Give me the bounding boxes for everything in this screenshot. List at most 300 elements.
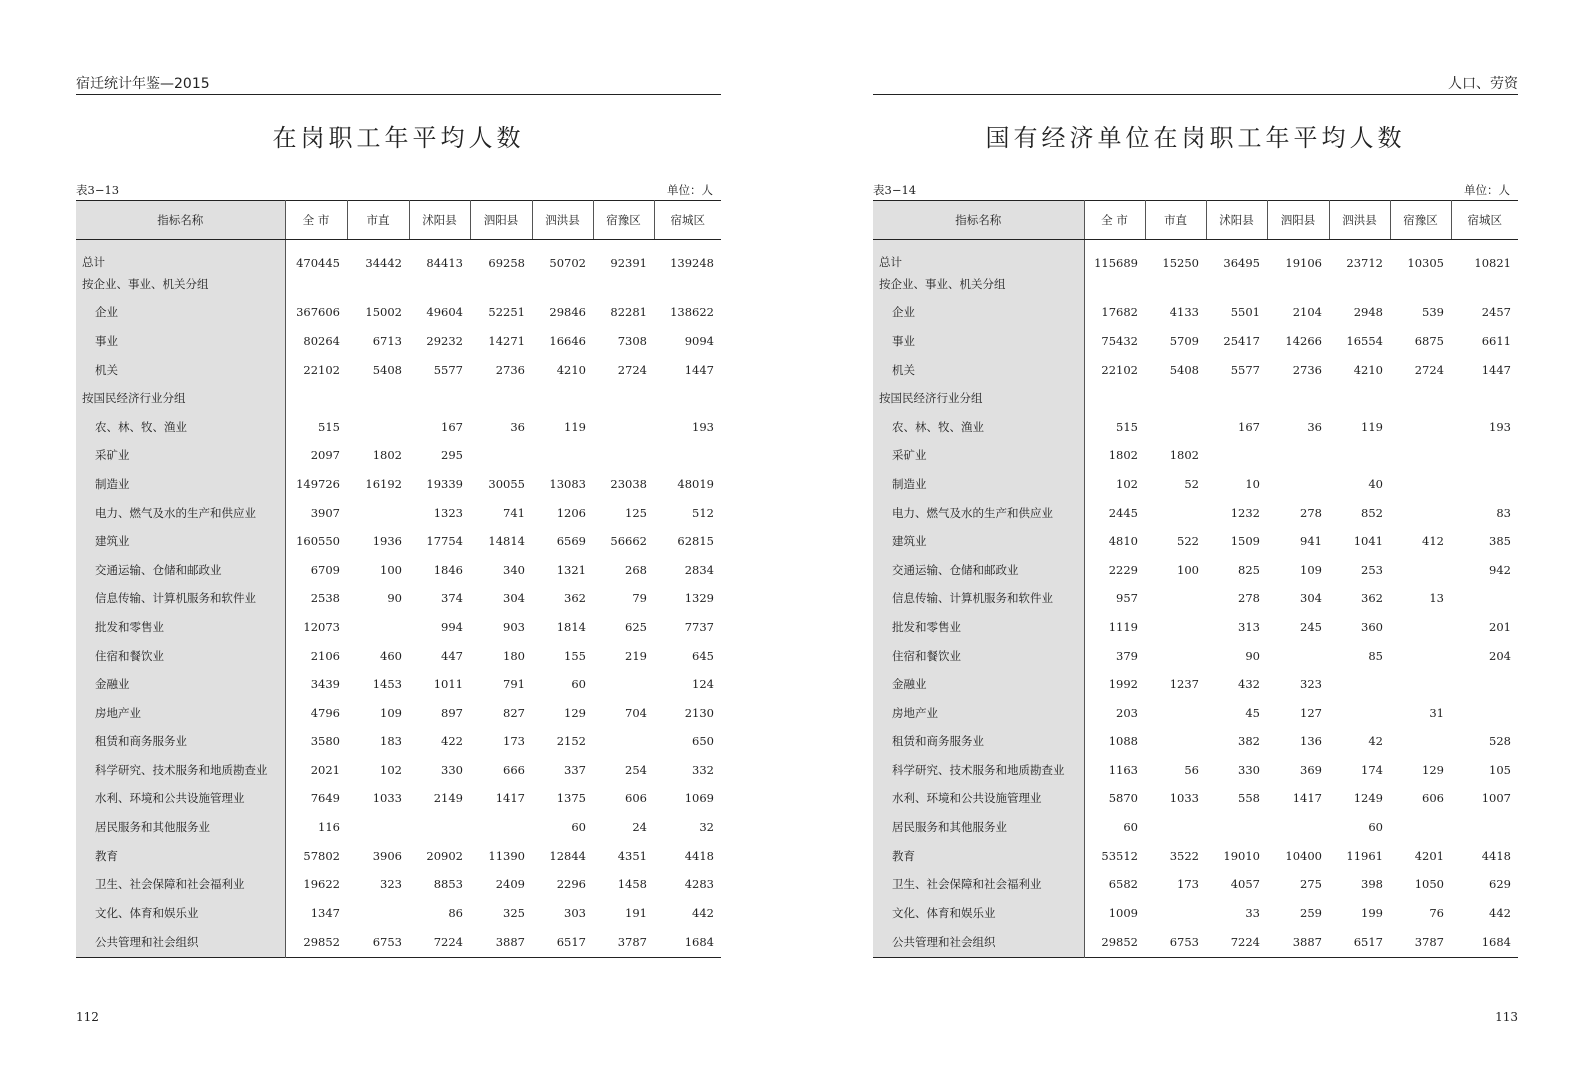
cell-value: 1992 <box>1108 677 1138 692</box>
cell-value: 6517 <box>1353 934 1383 949</box>
cell-value: 460 <box>380 648 402 663</box>
column-header: 宿城区 <box>654 201 721 240</box>
cell-value: 33 <box>1245 905 1260 920</box>
table-row <box>76 841 721 870</box>
row-label: 公共管理和社会组织 <box>76 927 285 957</box>
cell-value: 3887 <box>495 934 525 949</box>
row-label: 机关 <box>873 355 1084 384</box>
cell-value <box>593 727 654 756</box>
cell-value: 1802 <box>1108 448 1138 463</box>
cell-value: 52 <box>1184 476 1199 491</box>
cell-value: 2021 <box>310 762 340 777</box>
cell-value <box>470 813 532 842</box>
cell-value: 127 <box>1300 705 1322 720</box>
cell-value <box>532 270 593 299</box>
cell-value: 4418 <box>684 848 714 863</box>
cell-value: 53512 <box>1101 848 1138 863</box>
row-label: 农、林、牧、渔业 <box>873 412 1084 441</box>
cell-value <box>1145 498 1206 527</box>
cell-value: 10821 <box>1474 255 1511 270</box>
table-row <box>873 327 1518 356</box>
cell-value: 1802 <box>372 448 402 463</box>
cell-value: 45 <box>1245 705 1260 720</box>
row-label: 机关 <box>76 355 285 384</box>
table-body <box>873 240 1518 958</box>
table-row <box>76 813 721 842</box>
cell-value <box>1145 584 1206 613</box>
cell-value: 90 <box>1245 648 1260 663</box>
cell-value: 303 <box>564 905 586 920</box>
cell-value: 1417 <box>1292 791 1322 806</box>
cell-value: 2149 <box>433 791 463 806</box>
cell-value <box>1390 384 1451 413</box>
table-number: 表3−13 <box>76 183 120 197</box>
table-row <box>873 756 1518 785</box>
cell-value: 76 <box>1429 905 1444 920</box>
column-header: 全 市 <box>285 201 347 240</box>
table-row <box>76 927 721 957</box>
cell-value: 7224 <box>433 934 463 949</box>
cell-value <box>1267 470 1329 499</box>
cell-value <box>1329 441 1390 470</box>
cell-value <box>1451 441 1518 470</box>
cell-value: 125 <box>625 505 647 520</box>
cell-value <box>1145 613 1206 642</box>
cell-value: 3439 <box>310 677 340 692</box>
cell-value: 412 <box>1422 534 1444 549</box>
table-row <box>873 841 1518 870</box>
cell-value: 278 <box>1300 505 1322 520</box>
cell-value: 50702 <box>549 255 586 270</box>
table-row <box>76 670 721 699</box>
cell-value: 2097 <box>310 448 340 463</box>
table-row <box>76 355 721 384</box>
table-row <box>76 698 721 727</box>
cell-value: 15002 <box>365 305 402 320</box>
table-row <box>76 498 721 527</box>
table-row <box>76 727 721 756</box>
cell-value: 1417 <box>495 791 525 806</box>
cell-value <box>1390 555 1451 584</box>
cell-value: 23038 <box>610 476 647 491</box>
row-label: 批发和零售业 <box>873 613 1084 642</box>
cell-value: 40 <box>1368 476 1383 491</box>
cell-value: 183 <box>380 734 402 749</box>
cell-value: 558 <box>1238 791 1260 806</box>
cell-value: 19339 <box>426 476 463 491</box>
cell-value: 4201 <box>1414 848 1444 863</box>
cell-value <box>1206 813 1267 842</box>
column-header: 泗洪县 <box>532 201 593 240</box>
cell-value <box>1206 384 1267 413</box>
cell-value: 199 <box>1361 905 1383 920</box>
table-row <box>873 412 1518 441</box>
cell-value <box>1145 899 1206 928</box>
cell-value: 2457 <box>1481 305 1511 320</box>
cell-value: 447 <box>441 648 463 663</box>
column-header: 指标名称 <box>76 201 285 240</box>
cell-value: 4351 <box>617 848 647 863</box>
cell-value: 29232 <box>426 333 463 348</box>
cell-value: 92391 <box>610 255 647 270</box>
cell-value <box>1390 613 1451 642</box>
cell-value: 36 <box>1307 419 1322 434</box>
cell-value: 1009 <box>1108 905 1138 920</box>
cell-value: 36 <box>510 419 525 434</box>
cell-value: 1237 <box>1169 677 1199 692</box>
cell-value: 522 <box>1177 534 1199 549</box>
cell-value: 86 <box>448 905 463 920</box>
cell-value: 515 <box>1116 419 1138 434</box>
cell-value: 362 <box>564 591 586 606</box>
cell-value: 2152 <box>556 734 586 749</box>
cell-value: 385 <box>1489 534 1511 549</box>
row-label: 企业 <box>76 298 285 327</box>
cell-value: 1375 <box>556 791 586 806</box>
cell-value: 369 <box>1300 762 1322 777</box>
cell-value: 704 <box>625 705 647 720</box>
cell-value: 5870 <box>1108 791 1138 806</box>
cell-value: 1447 <box>684 362 714 377</box>
cell-value <box>532 441 593 470</box>
cell-value <box>1329 270 1390 299</box>
cell-value: 15250 <box>1162 255 1199 270</box>
cell-value: 14271 <box>488 333 525 348</box>
running-head: 宿迁统计年鉴—2015 <box>76 74 721 95</box>
cell-value: 957 <box>1116 591 1138 606</box>
cell-value: 5408 <box>372 362 402 377</box>
cell-value: 2724 <box>617 362 647 377</box>
right-page <box>873 0 1518 1077</box>
cell-value: 528 <box>1489 734 1511 749</box>
cell-value: 330 <box>1238 762 1260 777</box>
row-label: 按企业、事业、机关分组 <box>76 270 285 299</box>
row-label: 总计 <box>76 240 285 270</box>
cell-value: 7737 <box>684 619 714 634</box>
cell-value: 129 <box>564 705 586 720</box>
cell-value: 6713 <box>372 333 402 348</box>
cell-value <box>532 384 593 413</box>
cell-value: 167 <box>1238 419 1260 434</box>
cell-value <box>593 270 654 299</box>
cell-value: 7649 <box>310 791 340 806</box>
row-label: 房地产业 <box>873 698 1084 727</box>
cell-value: 129 <box>1422 762 1444 777</box>
cell-value <box>1329 698 1390 727</box>
cell-value: 1347 <box>310 905 340 920</box>
cell-value: 16554 <box>1346 333 1383 348</box>
table-row <box>873 384 1518 413</box>
cell-value <box>1145 813 1206 842</box>
cell-value: 9094 <box>684 333 714 348</box>
left-page <box>76 0 721 1077</box>
cell-value: 139248 <box>670 255 714 270</box>
cell-value <box>1451 584 1518 613</box>
cell-value <box>285 384 347 413</box>
row-label: 事业 <box>873 327 1084 356</box>
cell-value: 7308 <box>617 333 647 348</box>
table-row <box>76 756 721 785</box>
cell-value: 10305 <box>1407 255 1444 270</box>
unit-label: 单位：人 <box>1464 183 1510 197</box>
column-header: 宿豫区 <box>1390 201 1451 240</box>
cell-value: 82281 <box>610 305 647 320</box>
cell-value: 30055 <box>488 476 525 491</box>
cell-value: 2130 <box>684 705 714 720</box>
cell-value <box>347 899 409 928</box>
cell-value: 2445 <box>1108 505 1138 520</box>
column-header: 全 市 <box>1084 201 1145 240</box>
cell-value: 825 <box>1238 562 1260 577</box>
cell-value <box>1390 727 1451 756</box>
cell-value <box>347 613 409 642</box>
table-row <box>873 698 1518 727</box>
table-row <box>76 298 721 327</box>
page-title: 国有经济单位在岗职工年平均人数 <box>985 124 1406 152</box>
cell-value: 14814 <box>488 534 525 549</box>
row-label: 电力、燃气及水的生产和供应业 <box>873 498 1084 527</box>
table-row <box>76 327 721 356</box>
cell-value <box>1145 270 1206 299</box>
cell-value: 100 <box>380 562 402 577</box>
table-row <box>76 384 721 413</box>
column-header: 市直 <box>347 201 409 240</box>
cell-value: 1163 <box>1108 762 1138 777</box>
row-label: 房地产业 <box>76 698 285 727</box>
cell-value: 173 <box>503 734 525 749</box>
cell-value: 11390 <box>488 848 525 863</box>
table-row <box>873 899 1518 928</box>
table-row <box>873 813 1518 842</box>
row-label: 卫生、社会保障和社会福利业 <box>76 870 285 899</box>
cell-value: 2948 <box>1353 305 1383 320</box>
cell-value <box>1451 384 1518 413</box>
cell-value: 2736 <box>1292 362 1322 377</box>
cell-value: 11961 <box>1346 848 1383 863</box>
cell-value: 193 <box>692 419 714 434</box>
cell-value: 1323 <box>433 505 463 520</box>
cell-value: 827 <box>503 705 525 720</box>
cell-value: 3787 <box>617 934 647 949</box>
table-row <box>76 470 721 499</box>
cell-value <box>1451 270 1518 299</box>
cell-value: 5709 <box>1169 333 1199 348</box>
cell-value: 34442 <box>365 255 402 270</box>
cell-value: 295 <box>441 448 463 463</box>
cell-value: 56662 <box>610 534 647 549</box>
column-header: 宿豫区 <box>593 201 654 240</box>
table-row <box>873 298 1518 327</box>
cell-value: 1447 <box>1481 362 1511 377</box>
cell-value: 19622 <box>303 877 340 892</box>
row-label: 按国民经济行业分组 <box>76 384 285 413</box>
cell-value: 6753 <box>372 934 402 949</box>
cell-value: 10400 <box>1285 848 1322 863</box>
row-label: 建筑业 <box>873 527 1084 556</box>
row-label: 农、林、牧、渔业 <box>76 412 285 441</box>
cell-value <box>1145 384 1206 413</box>
cell-value <box>1390 498 1451 527</box>
cell-value: 512 <box>692 505 714 520</box>
column-header: 沭阳县 <box>1206 201 1267 240</box>
cell-value: 6611 <box>1481 333 1511 348</box>
cell-value: 4210 <box>1353 362 1383 377</box>
cell-value: 1119 <box>1108 619 1138 634</box>
table-row <box>873 870 1518 899</box>
cell-value: 136 <box>1300 734 1322 749</box>
cell-value: 56 <box>1184 762 1199 777</box>
cell-value: 539 <box>1422 305 1444 320</box>
cell-value <box>1329 384 1390 413</box>
column-header: 泗洪县 <box>1329 201 1390 240</box>
cell-value: 278 <box>1238 591 1260 606</box>
cell-value <box>1145 727 1206 756</box>
cell-value: 36495 <box>1223 255 1260 270</box>
cell-value <box>1145 641 1206 670</box>
table-row <box>873 527 1518 556</box>
cell-value: 2296 <box>556 877 586 892</box>
cell-value: 1033 <box>1169 791 1199 806</box>
cell-value: 100 <box>1177 562 1199 577</box>
cell-value: 897 <box>441 705 463 720</box>
cell-value: 1936 <box>372 534 402 549</box>
cell-value: 29852 <box>1101 934 1138 949</box>
cell-value: 1249 <box>1353 791 1383 806</box>
cell-value: 10 <box>1245 476 1260 491</box>
cell-value: 1814 <box>556 619 586 634</box>
cell-value: 1011 <box>433 677 463 692</box>
cell-value: 323 <box>1300 677 1322 692</box>
cell-value: 1069 <box>684 791 714 806</box>
cell-value: 337 <box>564 762 586 777</box>
cell-value: 160550 <box>296 534 340 549</box>
row-label: 采矿业 <box>76 441 285 470</box>
table-row <box>873 727 1518 756</box>
cell-value: 625 <box>625 619 647 634</box>
cell-value: 422 <box>441 734 463 749</box>
cell-value: 382 <box>1238 734 1260 749</box>
cell-value: 1846 <box>433 562 463 577</box>
cell-value: 903 <box>503 619 525 634</box>
cell-value: 119 <box>564 419 586 434</box>
cell-value: 193 <box>1489 419 1511 434</box>
row-label: 采矿业 <box>873 441 1084 470</box>
cell-value: 994 <box>441 619 463 634</box>
table-row <box>873 441 1518 470</box>
row-label: 金融业 <box>76 670 285 699</box>
cell-value: 204 <box>1489 648 1511 663</box>
cell-value: 12844 <box>549 848 586 863</box>
cell-value: 2104 <box>1292 305 1322 320</box>
page-number: 112 <box>76 1010 99 1024</box>
cell-value <box>1267 270 1329 299</box>
cell-value <box>1084 270 1145 299</box>
cell-value <box>1451 813 1518 842</box>
cell-value: 84413 <box>426 255 463 270</box>
cell-value: 360 <box>1361 619 1383 634</box>
table-row <box>76 584 721 613</box>
table-row <box>76 412 721 441</box>
cell-value: 60 <box>571 677 586 692</box>
table-row <box>873 613 1518 642</box>
cell-value: 367606 <box>296 305 340 320</box>
cell-value <box>1267 441 1329 470</box>
cell-value: 304 <box>1300 591 1322 606</box>
row-label: 总计 <box>873 240 1084 270</box>
cell-value <box>654 384 721 413</box>
cell-value: 13083 <box>549 476 586 491</box>
cell-value: 83 <box>1496 505 1511 520</box>
table-row <box>76 899 721 928</box>
table-header-row <box>76 201 721 240</box>
cell-value: 1206 <box>556 505 586 520</box>
cell-value: 80264 <box>303 333 340 348</box>
cell-value: 17682 <box>1101 305 1138 320</box>
row-label: 住宿和餐饮业 <box>76 641 285 670</box>
cell-value: 1088 <box>1108 734 1138 749</box>
cell-value: 5408 <box>1169 362 1199 377</box>
cell-value <box>347 384 409 413</box>
cell-value: 253 <box>1361 562 1383 577</box>
cell-value: 23712 <box>1346 255 1383 270</box>
column-header: 指标名称 <box>873 201 1084 240</box>
cell-value <box>1390 412 1451 441</box>
cell-value <box>654 270 721 299</box>
cell-value: 1007 <box>1481 791 1511 806</box>
cell-value: 1453 <box>372 677 402 692</box>
cell-value: 325 <box>503 905 525 920</box>
table-row <box>873 641 1518 670</box>
cell-value <box>1329 670 1390 699</box>
cell-value: 6569 <box>556 534 586 549</box>
table-row <box>873 555 1518 584</box>
table-row <box>873 470 1518 499</box>
row-label: 居民服务和其他服务业 <box>873 813 1084 842</box>
data-table <box>873 200 1518 958</box>
cell-value <box>1390 813 1451 842</box>
cell-value: 7224 <box>1230 934 1260 949</box>
cell-value: 259 <box>1300 905 1322 920</box>
table-header-row <box>873 201 1518 240</box>
cell-value: 791 <box>503 677 525 692</box>
cell-value: 119 <box>1361 419 1383 434</box>
cell-value <box>1390 441 1451 470</box>
cell-value: 105 <box>1489 762 1511 777</box>
cell-value: 304 <box>503 591 525 606</box>
row-label: 教育 <box>76 841 285 870</box>
cell-value: 60 <box>1123 820 1138 835</box>
cell-value: 245 <box>1300 619 1322 634</box>
cell-value: 42 <box>1368 734 1383 749</box>
cell-value <box>1267 384 1329 413</box>
cell-value <box>1390 270 1451 299</box>
cell-value: 20902 <box>426 848 463 863</box>
cell-value: 6709 <box>310 562 340 577</box>
cell-value: 109 <box>1300 562 1322 577</box>
cell-value: 32 <box>699 820 714 835</box>
cell-value <box>1084 384 1145 413</box>
column-header: 宿城区 <box>1451 201 1518 240</box>
table-row <box>76 240 721 270</box>
column-header: 市直 <box>1145 201 1206 240</box>
table-row <box>873 584 1518 613</box>
cell-value: 203 <box>1116 705 1138 720</box>
cell-value: 6517 <box>556 934 586 949</box>
cell-value: 8853 <box>433 877 463 892</box>
cell-value: 3907 <box>310 505 340 520</box>
cell-value: 62815 <box>677 534 714 549</box>
cell-value: 2724 <box>1414 362 1444 377</box>
